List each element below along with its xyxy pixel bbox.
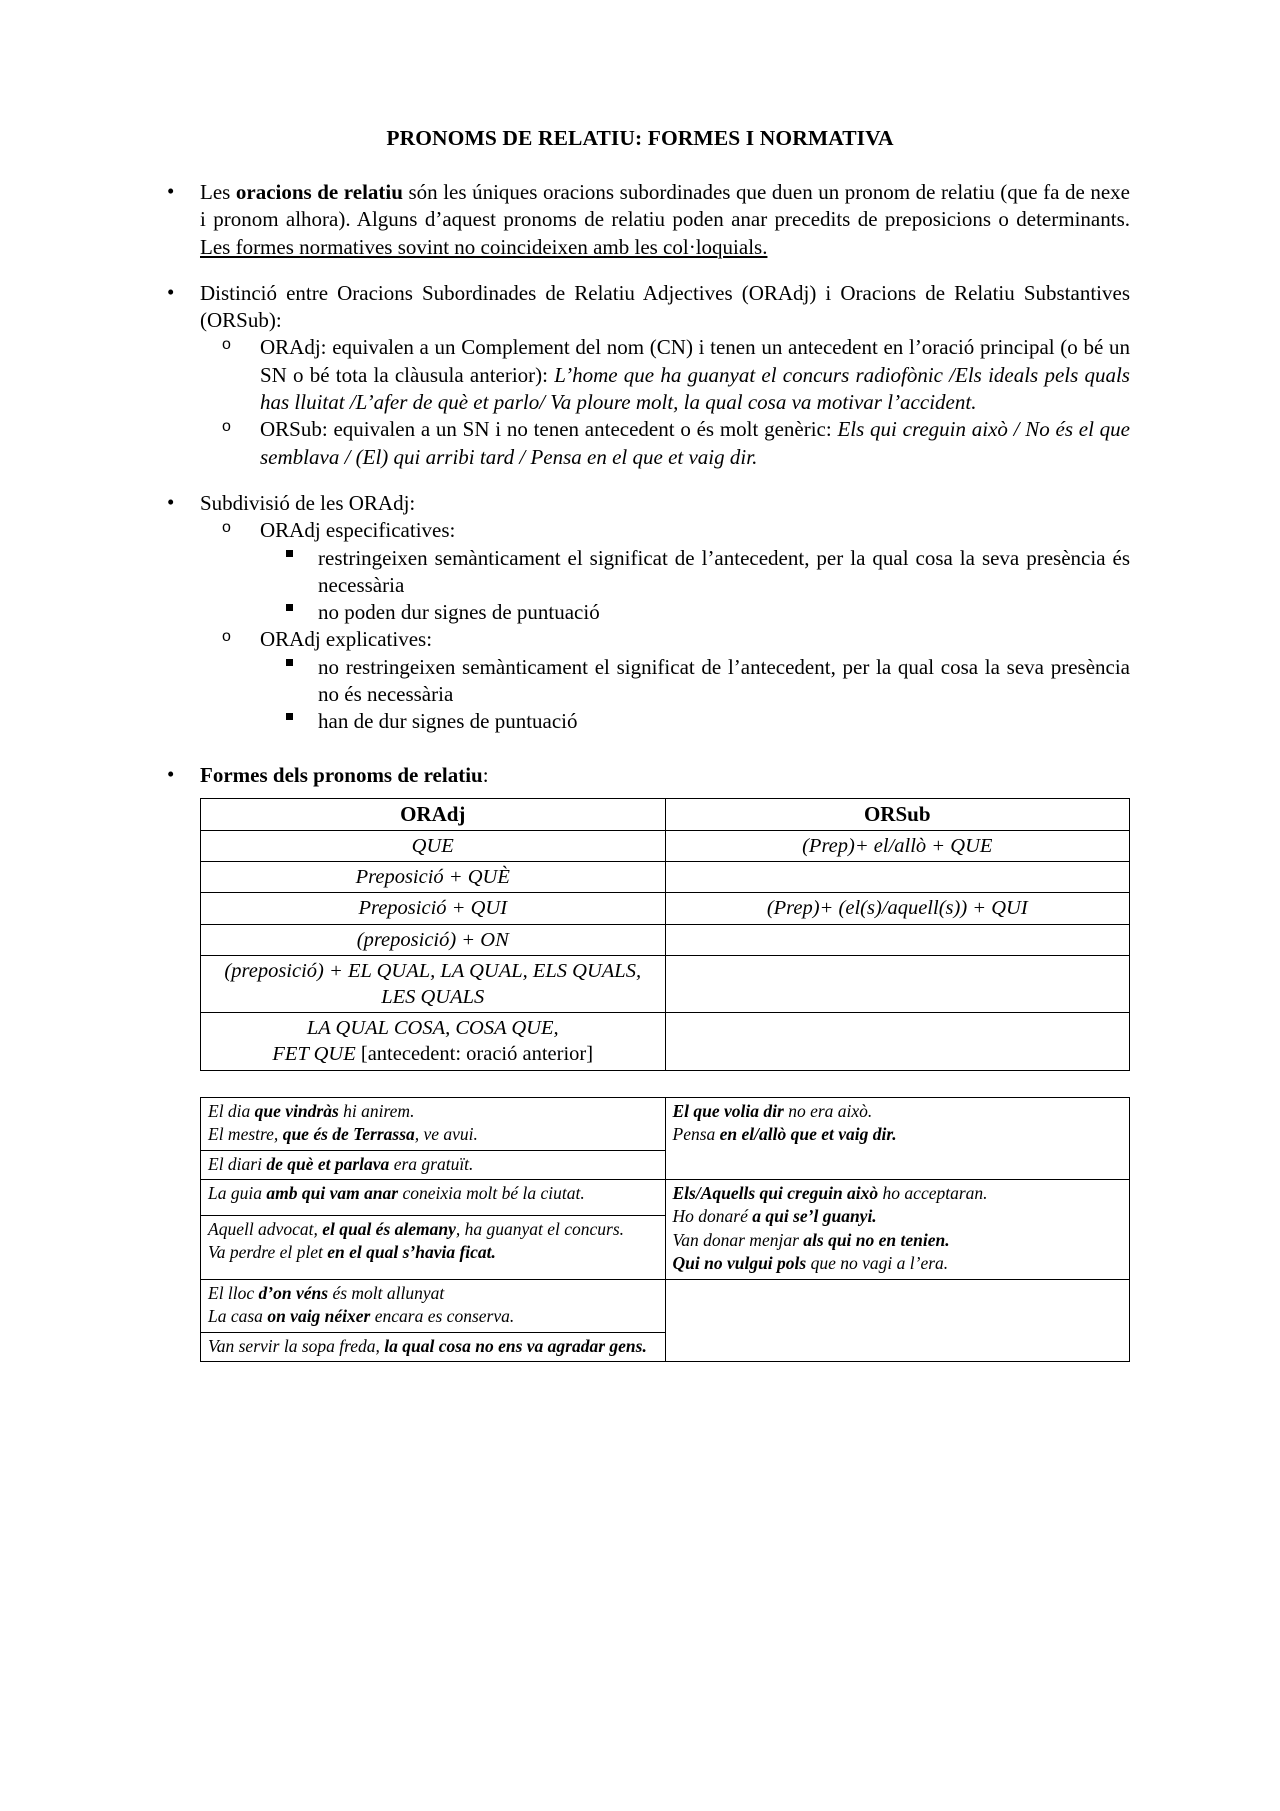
example-line: La guia amb qui vam anar coneixia molt bé la ciutat. — [208, 1183, 585, 1203]
cell-orsub-examples — [665, 1180, 1130, 1280]
square-bullet-marker-icon — [286, 604, 293, 611]
explicatives-label: ORAdj explicatives: — [260, 627, 433, 652]
cell-oradj-form: Preposició + QUI — [201, 893, 666, 924]
bullet-item-subdivision — [150, 490, 1130, 736]
orsub-examples-italic: Els qui creguin això / No és el que semblava / (El) qui arribi tard / Pensa en el que et vaig dir. — [260, 417, 1130, 469]
circle-bullet-marker-icon: o — [222, 519, 231, 537]
especificatives-label: ORAdj especificatives: — [260, 518, 456, 543]
example-line: Van servir la sopa freda, la qual cosa no ens va agradar gens. — [208, 1335, 647, 1356]
especificatives-items — [260, 545, 1130, 627]
square-bullet-marker-icon — [286, 659, 293, 666]
table-row — [201, 924, 1130, 955]
sublist-subdivision — [200, 517, 1130, 735]
sub-item-oradj-definition — [200, 334, 1130, 416]
relative-pronoun-forms-table — [200, 798, 1130, 1071]
example-line: Aquell advocat, el qual és alemany, ha guanyat el concurs. — [208, 1218, 625, 1239]
circle-bullet-marker-icon: o — [222, 628, 231, 646]
forms-heading-bold: Formes dels pronoms de relatiu — [200, 762, 483, 787]
bullet-item-distinction — [150, 280, 1130, 471]
cell-oradj-form: (preposició) + ON — [201, 924, 666, 955]
table-row — [201, 893, 1130, 924]
list-item — [260, 708, 1130, 735]
square-bullet-marker-icon — [286, 550, 293, 557]
example-line: El que volia dir no era això. — [672, 1100, 873, 1121]
bullet-3-text: Subdivisió de les ORAdj: — [200, 490, 416, 515]
explicatives-items — [260, 654, 1130, 736]
example-line: El dia que vindràs hi anirem. — [208, 1100, 415, 1121]
table-row — [201, 1013, 1130, 1070]
example-line: El lloc d’on véns és molt allunyat — [208, 1282, 445, 1303]
example-line: Pensa en el/allò que et vaig dir. — [672, 1124, 897, 1145]
cell-oradj-examples — [201, 1332, 666, 1361]
column-header-oradj: ORAdj — [201, 798, 666, 830]
cell-oradj-examples — [201, 1097, 666, 1150]
bullet-marker-icon: • — [167, 761, 175, 786]
cell-orsub-form: (Prep)+ el/allò + QUE — [665, 830, 1130, 861]
cell-oradj-examples — [201, 1180, 666, 1216]
forms-heading-tail: : — [482, 762, 489, 787]
circle-bullet-marker-icon: o — [222, 336, 231, 354]
list-item-label: no poden dur signes de puntuació — [318, 600, 600, 625]
oradj-examples-italic: L’home que ha guanyat el concurs radiofònic /Els ideals pels quals has lluitat /L’afer de què et parlo/ Va ploure molt, la qual cosa va motivar l’accident. — [260, 362, 1130, 415]
bullet-marker-icon: • — [167, 489, 175, 514]
column-header-orsub: ORSub — [665, 798, 1130, 830]
bullet-1-text-part2: són les úniques oracions subordinades que duen un pronom de relatiu (que fa de nexe i pronom alhora). Alguns d’aquest pronoms de relatiu poden anar precedits de preposicions o determinants. — [200, 180, 1130, 232]
square-bullet-marker-icon — [286, 713, 293, 720]
main-bullet-list — [150, 179, 1130, 1362]
example-line: Qui no vulgui pols que no vagi a l’era. — [672, 1253, 949, 1274]
cell-oradj-form: QUE — [201, 830, 666, 861]
cell-oradj-form: Preposició + QUÈ — [201, 862, 666, 893]
bullet-marker-icon: • — [167, 179, 175, 203]
list-item-label: restringeixen semànticament el significat de l’antecedent, per la qual cosa la seva presència és necessària — [318, 545, 1130, 597]
sub-item-orsub-definition — [200, 416, 1130, 471]
cell-line-2-roman: [antecedent: oració anterior] — [355, 1043, 594, 1066]
table-row — [201, 830, 1130, 861]
cell-oradj-examples — [201, 1215, 666, 1279]
table-row — [201, 1279, 1130, 1332]
sub-item-especificatives — [200, 517, 1130, 626]
example-line: El mestre, que és de Terrassa, ve avui. — [208, 1124, 478, 1145]
page-title: PRONOMS DE RELATIU: FORMES I NORMATIVA — [386, 126, 894, 150]
example-line: La casa on vaig néixer encara es conserva. — [208, 1306, 515, 1327]
table-row — [201, 955, 1130, 1012]
cell-line-2-italic: FET QUE — [272, 1043, 356, 1066]
list-item — [260, 654, 1130, 709]
bullet-1-text-part1: Les — [200, 180, 236, 204]
table-row — [201, 1097, 1130, 1150]
table-row — [201, 862, 1130, 893]
oradj-definition-text: ORAdj: equivalen a un Complement del nom (CN) i tenen un antecedent en l’oració principal (o bé un SN o bé tota la clàusula anterior): — [260, 335, 1130, 387]
example-line: Els/Aquells qui creguin això ho acceptaran. — [672, 1183, 988, 1203]
orsub-definition-text: ORSub: equivalen a un SN i no tenen antecedent o és molt genèric: — [260, 417, 838, 442]
table-header-row — [201, 798, 1130, 830]
cell-orsub-examples-empty — [665, 1279, 1130, 1361]
cell-orsub-form: (Prep)+ (el(s)/aquell(s)) + QUI — [665, 893, 1130, 924]
cell-orsub-form — [665, 924, 1130, 955]
table-spacer — [200, 1071, 1130, 1097]
cell-oradj-form: (preposició) + EL QUAL, LA QUAL, ELS QUALS, LES QUALS — [201, 955, 666, 1012]
cell-line-1: LA QUAL COSA, COSA QUE, — [306, 1017, 559, 1040]
list-item — [260, 545, 1130, 600]
bullet-item-forms-heading — [150, 762, 1130, 1362]
example-line: Van donar menjar als qui no en tenien. — [672, 1229, 950, 1250]
table-row — [201, 1180, 1130, 1216]
bullet-item-definition — [150, 179, 1130, 261]
cell-orsub-examples — [665, 1097, 1130, 1179]
cell-oradj-examples — [201, 1279, 666, 1332]
sub-item-explicatives — [200, 626, 1130, 735]
cell-oradj-form — [201, 1013, 666, 1070]
cell-orsub-form — [665, 1013, 1130, 1070]
bullet-1-underlined-note: Les formes normatives sovint no coincideixen amb les col·loquials. — [200, 234, 768, 259]
circle-bullet-marker-icon: o — [222, 418, 231, 436]
cell-oradj-examples — [201, 1150, 666, 1179]
sublist-distinction — [200, 334, 1130, 470]
bullet-1-bold-term: oracions de relatiu — [235, 180, 403, 204]
list-item-label: han de dur signes de puntuació — [318, 709, 578, 734]
cell-orsub-form — [665, 955, 1130, 1012]
example-line: El diari de què et parlava era gratuït. — [208, 1153, 474, 1174]
bullet-2-text: Distinció entre Oracions Subordinades de Relatiu Adjectives (ORAdj) i Oracions de Relatiu Substantives (ORSub): — [200, 280, 1130, 333]
example-line: Ho donaré a qui se’l guanyi. — [672, 1206, 877, 1227]
example-line: Va perdre el plet en el qual s’havia ficat. — [208, 1242, 496, 1263]
relative-pronoun-examples-table — [200, 1097, 1130, 1362]
list-item — [260, 599, 1130, 626]
bullet-marker-icon: • — [167, 279, 175, 304]
cell-orsub-form — [665, 862, 1130, 893]
list-item-label: no restringeixen semànticament el significat de l’antecedent, per la qual cosa la seva presència no és necessària — [318, 654, 1130, 707]
